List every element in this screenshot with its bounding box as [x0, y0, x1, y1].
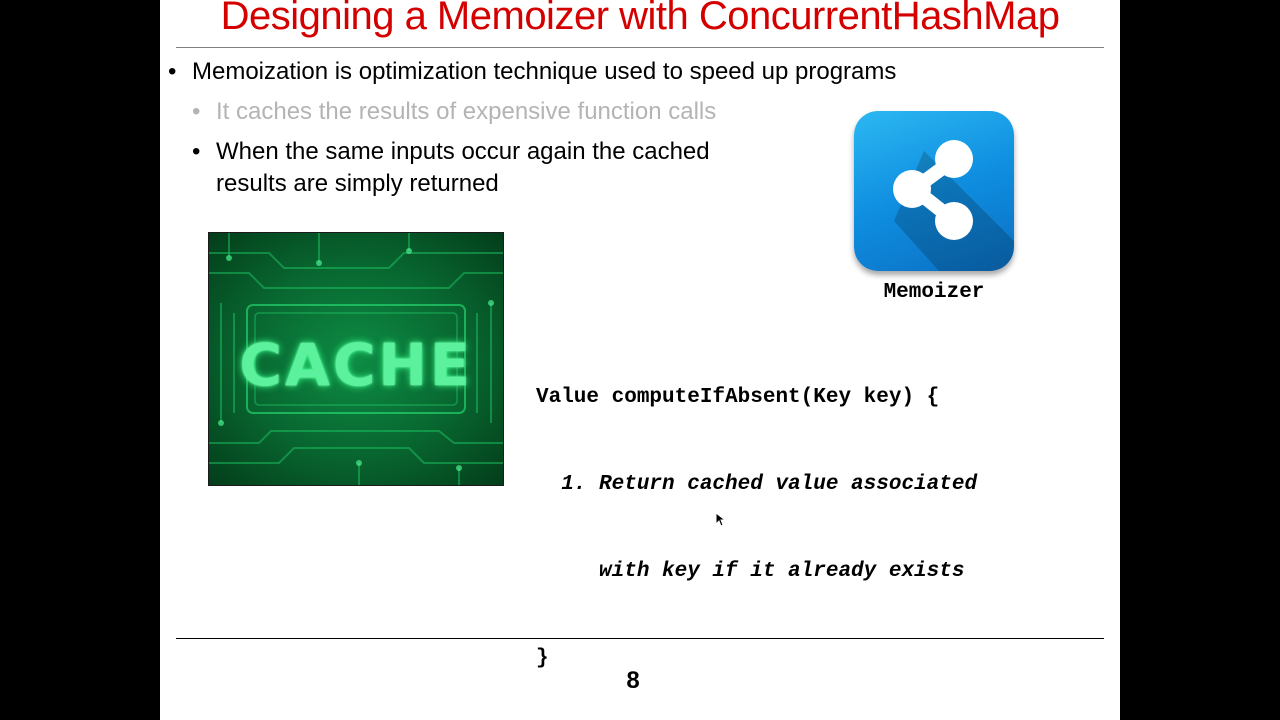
- bullet-text-line1: When the same inputs occur again the cached: [216, 138, 710, 165]
- bullet-marker: •: [192, 98, 201, 125]
- mouse-pointer-icon: [716, 513, 726, 532]
- icon-caption: Memoizer: [883, 281, 985, 304]
- bullet-marker: •: [168, 58, 177, 85]
- page-number: 8: [626, 667, 640, 694]
- bullet-marker: •: [192, 138, 201, 165]
- footer-divider: [176, 638, 1104, 639]
- code-block: [536, 325, 977, 720]
- code-line: 1. Return cached value associated: [536, 473, 978, 496]
- bullet-text: It caches the results of expensive function calls: [216, 98, 717, 125]
- bullet-text-line2: results are simply returned: [216, 170, 499, 197]
- cache-label: CACHE: [239, 331, 473, 399]
- slide: [160, 0, 1120, 720]
- title-divider: [176, 47, 1104, 48]
- cache-circuit-image: [208, 232, 504, 486]
- code-line: Value computeIfAbsent(Key key) {: [536, 386, 940, 409]
- bullet-text: Memoization is optimization technique used to speed up programs: [192, 58, 897, 85]
- code-line: }: [536, 647, 549, 670]
- share-icon: [854, 111, 1014, 271]
- share-glyph: [854, 111, 1014, 271]
- code-line: with key if it already exists: [536, 560, 965, 583]
- slide-title: Designing a Memoizer with ConcurrentHashMap: [220, 0, 1060, 38]
